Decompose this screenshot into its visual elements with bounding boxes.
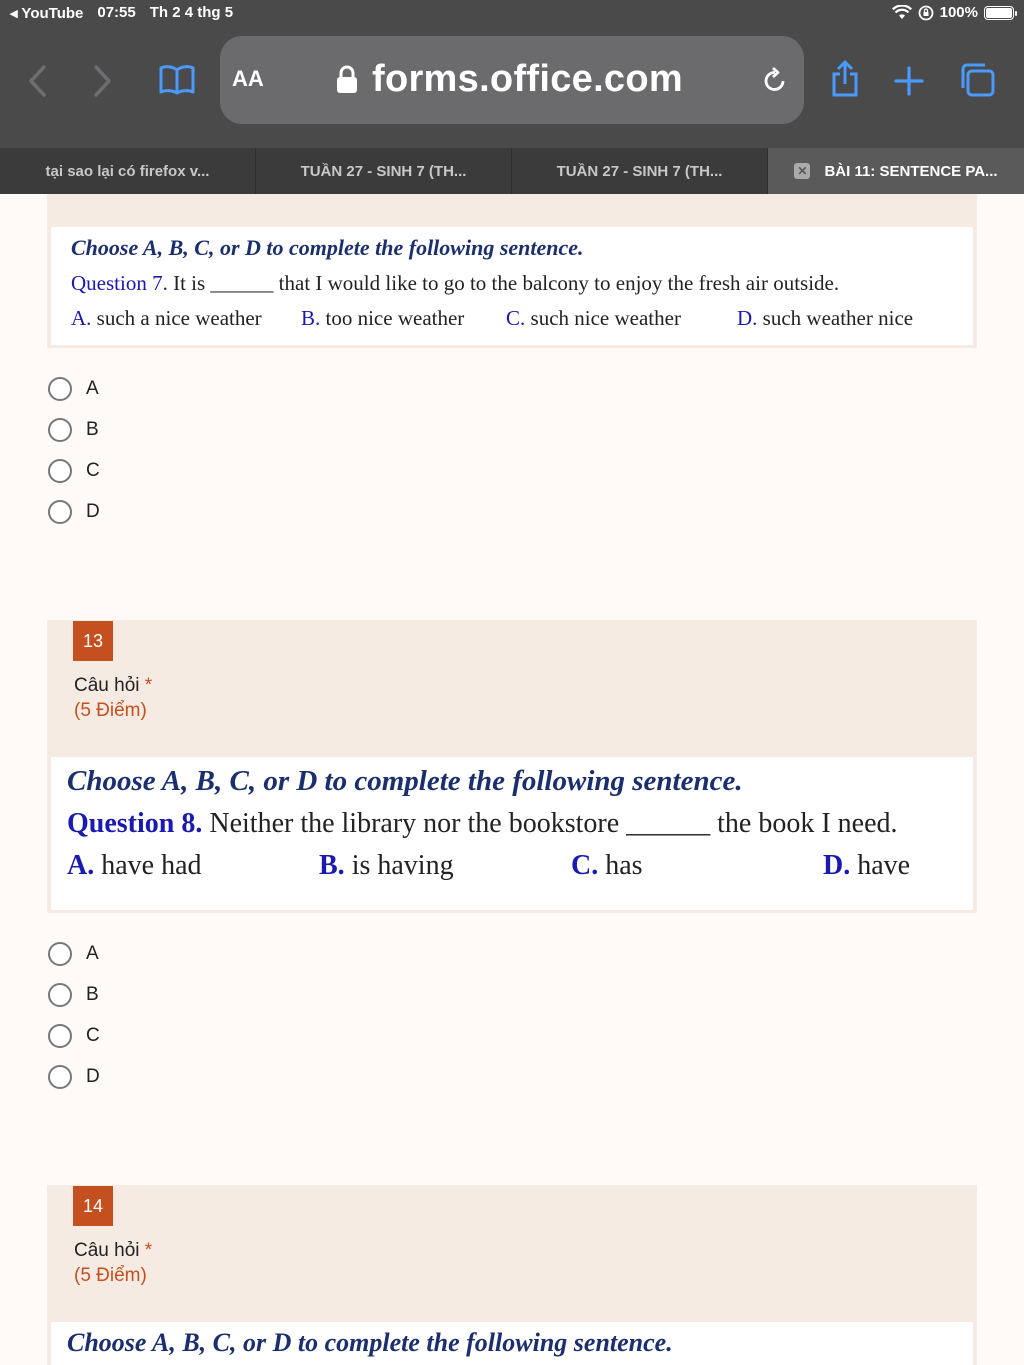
question-number-badge: 13 — [73, 621, 113, 661]
status-bar — [0, 0, 1024, 26]
tab-strip — [0, 148, 1024, 194]
radio-circle[interactable] — [48, 377, 72, 401]
answer-a: A. such a nice weather — [71, 306, 262, 330]
radio-option-d[interactable] — [48, 1065, 100, 1089]
option-label: C — [86, 1025, 100, 1046]
option-label: A — [86, 378, 99, 399]
answer-b: B. too nice weather — [301, 306, 465, 330]
question-text: It is ______ that I would like to go to the balcony to enjoy the fresh air outside. — [173, 271, 840, 295]
address-bar[interactable] — [220, 36, 804, 124]
tab-label: tại sao lại có firefox v... — [45, 162, 210, 180]
radio-circle[interactable] — [48, 983, 72, 1007]
question-instruction: Choose A, B, C, or D to complete the following sentence. — [67, 1328, 673, 1357]
status-time: 07:55 — [97, 4, 136, 21]
option-label: B — [86, 984, 99, 1005]
url-text: forms.office.com — [372, 58, 683, 100]
new-tab-plus-icon[interactable] — [894, 66, 924, 96]
question-title: Câu hỏi * — [74, 675, 153, 696]
question-text: Neither the library nor the bookstore ______ the book I need. — [209, 808, 898, 839]
answer-b: B. is having — [319, 850, 454, 881]
answer-c: C. has — [571, 850, 643, 881]
option-label: D — [86, 1066, 100, 1087]
wifi-icon — [892, 5, 912, 20]
status-date: Th 2 4 thg 5 — [149, 4, 234, 21]
tabs-overview-icon[interactable] — [958, 62, 996, 98]
question-number: 7. — [152, 271, 168, 295]
question-title: Câu hỏi * — [74, 1240, 153, 1261]
question-image-9 — [48, 1319, 976, 1365]
radio-circle[interactable] — [48, 942, 72, 966]
question-points: (5 Điểm) — [74, 700, 147, 721]
option-label: D — [86, 501, 100, 522]
question-label: Question 8. — [67, 808, 203, 839]
question-sentence — [67, 808, 955, 840]
radio-circle[interactable] — [48, 500, 72, 524]
bookmarks-icon[interactable] — [158, 64, 196, 96]
radio-option-a[interactable] — [48, 377, 99, 401]
answer-d: D. such weather nice — [737, 306, 914, 330]
back-to-app-link[interactable]: ◂ YouTube — [10, 5, 84, 22]
question-image-7 — [48, 224, 976, 348]
lock-icon — [336, 64, 358, 94]
required-star: * — [144, 675, 153, 696]
close-tab-icon[interactable]: ✕ — [794, 163, 810, 179]
orientation-lock-icon — [918, 5, 934, 21]
radio-circle[interactable] — [48, 1065, 72, 1089]
answer-choices — [71, 306, 953, 334]
answer-d: D. have — [823, 850, 911, 881]
radio-option-a[interactable] — [48, 942, 99, 966]
radio-option-d[interactable] — [48, 500, 100, 524]
question-label: Question — [71, 271, 147, 295]
browser-toolbar — [0, 26, 1024, 148]
question-image-8 — [48, 754, 976, 913]
radio-circle[interactable] — [48, 418, 72, 442]
battery-icon — [984, 6, 1014, 20]
question-sentence — [71, 271, 953, 296]
option-label: A — [86, 943, 99, 964]
tab-firefox[interactable] — [0, 148, 256, 194]
battery-percent: 100% — [939, 4, 978, 21]
radio-option-b[interactable] — [48, 418, 99, 442]
tab-sentence-patterns[interactable] — [768, 148, 1024, 194]
question-points: (5 Điểm) — [74, 1265, 147, 1286]
tab-label: BÀI 11: SENTENCE PA... — [824, 162, 998, 180]
reader-text-size-button[interactable]: AA — [232, 66, 264, 91]
tab-sinh-7-b[interactable] — [512, 148, 768, 194]
radio-option-c[interactable] — [48, 459, 100, 483]
radio-circle[interactable] — [48, 1024, 72, 1048]
radio-option-b[interactable] — [48, 983, 99, 1007]
option-label: C — [86, 460, 100, 481]
option-label: B — [86, 419, 99, 440]
reload-icon[interactable] — [762, 66, 788, 94]
required-star: * — [144, 1240, 153, 1261]
tab-label: TUẦN 27 - SINH 7 (TH... — [556, 162, 723, 180]
answer-choices — [67, 850, 955, 886]
question-number-badge: 14 — [73, 1186, 113, 1226]
back-arrow-icon[interactable] — [26, 64, 50, 98]
tab-sinh-7-a[interactable] — [256, 148, 512, 194]
tab-label: TUẦN 27 - SINH 7 (TH... — [300, 162, 467, 180]
question-instruction: Choose A, B, C, or D to complete the following sentence. — [67, 765, 743, 797]
answer-c: C. such nice weather — [506, 306, 681, 330]
question-instruction: Choose A, B, C, or D to complete the following sentence. — [71, 235, 584, 260]
radio-circle[interactable] — [48, 459, 72, 483]
share-icon[interactable] — [830, 60, 860, 98]
answer-a: A. have had — [67, 850, 202, 881]
forward-arrow-icon[interactable] — [90, 64, 114, 98]
radio-option-c[interactable] — [48, 1024, 100, 1048]
